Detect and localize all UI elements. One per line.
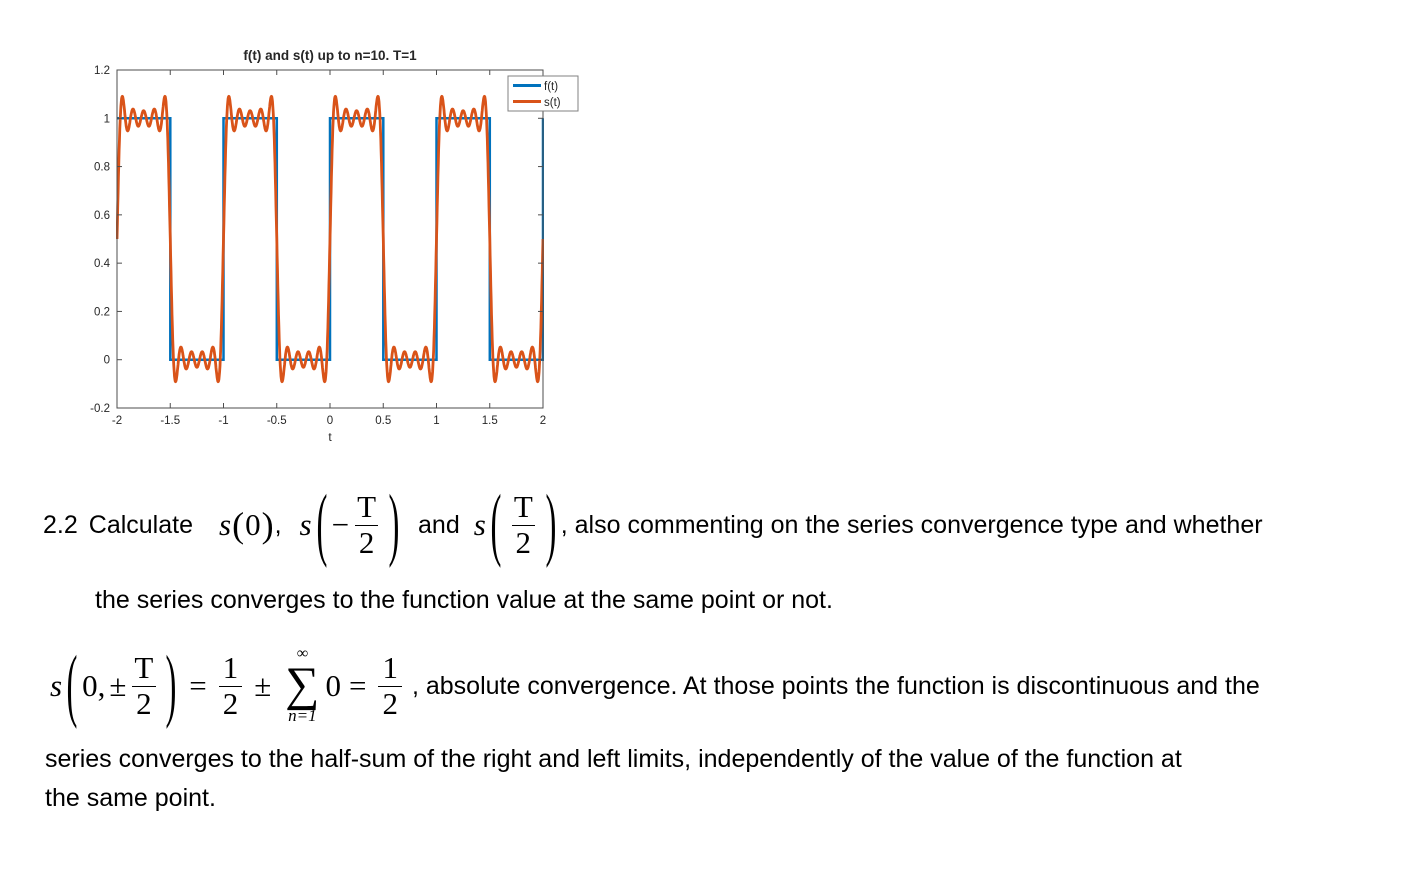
open-paren-big: ( (316, 480, 328, 570)
solution-text: the same point. (45, 784, 216, 812)
fraction-denominator: 2 (132, 686, 156, 722)
fraction-numerator: T (134, 649, 154, 685)
math-zero: 0 (325, 668, 341, 703)
sigma-icon: ∑ (285, 657, 320, 711)
y-tick-label: -0.2 (90, 403, 110, 415)
minus-sign: − (331, 507, 350, 542)
open-paren-big: ( (66, 641, 78, 731)
fraction-numerator: 1 (222, 649, 239, 685)
open-paren: ( (232, 505, 245, 545)
math-s: s (219, 507, 232, 542)
x-tick-label: -0.5 (266, 415, 287, 427)
equals-sign: = (349, 668, 367, 703)
fraction-numerator: T (357, 488, 377, 524)
equation-tail-text: , absolute convergence. At those points the function is discontinuous and the (411, 671, 1260, 700)
chart-title: f(t) and s(t) up to n=10. T=1 (243, 48, 417, 63)
plus-minus-sign: ± (254, 668, 272, 703)
comma: , (274, 510, 282, 539)
fraction-T-over-2 (353, 490, 380, 560)
summation-symbol (285, 646, 319, 726)
legend-label-s: s(t) (544, 97, 561, 109)
y-tick-label: 0.8 (94, 161, 110, 174)
y-tick-label: 0 (103, 354, 110, 367)
problem-statement-line2 (95, 584, 833, 617)
summation-lower-limit: n=1 (288, 706, 317, 726)
legend (508, 76, 578, 111)
solution-text-line1 (45, 743, 1182, 776)
legend-box (508, 76, 578, 111)
math-arg: 0, (82, 668, 106, 703)
x-tick-label: -1.5 (160, 415, 181, 427)
fraction-1-over-2 (378, 651, 402, 721)
summation-upper-limit: ∞ (296, 644, 309, 662)
fraction-denominator: 2 (355, 525, 379, 561)
x-tick-label: 0 (326, 415, 334, 427)
solution-text-line2 (45, 782, 216, 815)
x-tick-label: 1 (433, 415, 440, 427)
x-axis-label: t (328, 430, 332, 444)
fraction-numerator: 1 (382, 649, 398, 685)
close-paren: ) (261, 505, 274, 545)
y-tick-label: 1.2 (94, 65, 110, 77)
y-tick-label: 0.2 (94, 306, 110, 319)
fraction-denominator: 2 (512, 525, 536, 561)
math-s: s (50, 668, 63, 703)
problem-statement-line1 (43, 473, 1263, 577)
x-tick-label: 0.5 (375, 415, 392, 427)
math-zero: 0 (245, 507, 261, 542)
plus-minus-sign: ± (109, 668, 127, 703)
solution-text: series converges to the half-sum of the right and left limits, independently of the value of the function at (45, 745, 1182, 773)
math-s: s (299, 507, 312, 542)
legend-label-f: f(t) (544, 81, 559, 93)
solution-equation-line (50, 634, 1260, 738)
fraction-T-over-2 (130, 651, 157, 721)
close-paren-big: ) (165, 641, 177, 731)
and-word: and (418, 510, 460, 539)
problem-text: the series converges to the function value at the same point or not. (95, 586, 833, 614)
fraction-denominator: 2 (378, 686, 402, 722)
close-paren-big: ) (545, 480, 557, 570)
fraction-denominator: 2 (219, 686, 243, 722)
problem-verb: Calculate (88, 510, 193, 539)
x-tick-label: 2 (539, 415, 547, 427)
problem-number: 2.2 (43, 510, 78, 539)
problem-tail-text: , also commenting on the series convergence type and whether (560, 510, 1263, 539)
y-tick-label: 0.4 (94, 258, 110, 271)
x-tick-label: -1 (218, 415, 229, 427)
math-s: s (473, 507, 486, 542)
fraction-T-over-2 (510, 490, 537, 560)
open-paren-big: ( (490, 480, 502, 570)
fraction-numerator: T (513, 488, 533, 524)
x-tick-label: 1.5 (481, 415, 498, 427)
x-tick-label: -2 (111, 415, 123, 427)
matlab-figure (70, 40, 615, 452)
close-paren-big: ) (388, 480, 400, 570)
equals-sign: = (189, 668, 207, 703)
y-tick-label: 0.6 (94, 209, 110, 222)
fraction-1-over-2 (219, 651, 243, 721)
y-tick-label: 1 (103, 113, 110, 126)
